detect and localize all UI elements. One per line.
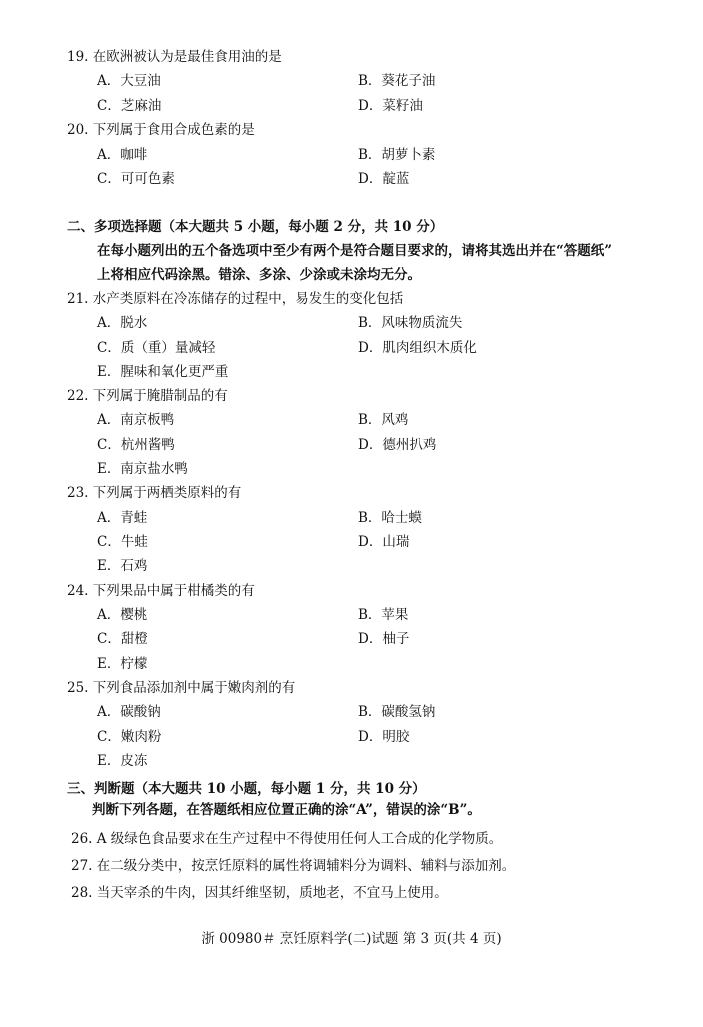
section-2-instruction-2: 上将相应代码涂黑。错涂、多涂、少涂或未涂均无分。 [97,267,421,283]
question-25-option-b: B．碳酸氢钠 [358,704,436,720]
question-19-option-c: C．芝麻油 [97,98,162,114]
question-22-option-b: B．风鸡 [358,412,409,428]
question-20-option-c: C．可可色素 [97,171,175,187]
question-23-stem: 23. 下列属于两栖类原料的有 [67,485,242,501]
question-24-option-c: C．甜橙 [97,631,148,647]
question-23-option-b: B．哈士蟆 [358,510,422,526]
question-22-option-a: A．南京板鸭 [97,412,175,428]
section-3-instruction: 判断下列各题，在答题纸相应位置正确的涂“A”，错误的涂“B”。 [92,802,481,818]
question-21-option-d: D．肌肉组织木质化 [358,340,477,356]
question-23-option-c: C．牛蛙 [97,534,148,550]
question-20-option-d: D．靛蓝 [358,171,410,187]
question-25-stem: 25. 下列食品添加剂中属于嫩肉剂的有 [67,680,296,696]
question-25-option-a: A．碳酸钠 [97,704,161,720]
question-19-option-b: B．葵花子油 [358,73,436,89]
question-23-option-e: E．石鸡 [97,558,148,574]
question-21-option-a: A．脱水 [97,315,148,331]
question-25-option-c: C．嫩肉粉 [97,729,162,745]
section-3-title: 三、判断题（本大题共 10 小题，每小题 1 分，共 10 分） [67,781,426,797]
question-20-stem: 20. 下列属于食用合成色素的是 [67,122,255,138]
question-23-option-a: A．青蛙 [97,510,148,526]
question-21-option-e: E．腥味和氧化更严重 [97,364,229,380]
question-24-option-b: B．苹果 [358,607,409,623]
section-2-title: 二、多项选择题（本大题共 5 小题，每小题 2 分，共 10 分） [67,219,444,235]
question-23-option-d: D．山瑞 [358,534,410,550]
question-24-stem: 24. 下列果品中属于柑橘类的有 [67,583,255,599]
question-22-option-e: E．南京盐水鸭 [97,461,188,477]
question-25-option-d: D．明胶 [358,729,410,745]
question-24-option-d: D．柚子 [358,631,410,647]
question-21-stem: 21. 水产类原料在冷冻储存的过程中，易发生的变化包括 [67,291,404,307]
question-22-option-c: C．杭州酱鸭 [97,437,175,453]
question-27: 27. 在二级分类中，按烹饪原料的属性将调辅料分为调料、辅料与添加剂。 [71,858,516,874]
question-26: 26. A 级绿色食品要求在生产过程中不得使用任何人工合成的化学物质。 [71,831,503,847]
question-28: 28. 当天宰杀的牛肉，因其纤维坚韧，质地老，不宜马上使用。 [71,885,448,901]
section-2-instruction-1: 在每小题列出的五个备选项中至少有两个是符合题目要求的，请将其选出并在“答题纸” [97,243,613,259]
question-20-option-a: A．咖啡 [97,147,148,163]
question-24-option-e: E．柠檬 [97,656,148,672]
question-19-option-d: D．菜籽油 [358,98,423,114]
question-22-stem: 22. 下列属于腌腊制品的有 [67,388,228,404]
question-21-option-c: C．质（重）量减轻 [97,340,216,356]
page-footer: 浙 00980＃ 烹饪原料学(二)试题 第 3 页(共 4 页) [201,931,502,947]
question-19-option-a: A．大豆油 [97,73,161,89]
question-22-option-d: D．德州扒鸡 [358,437,437,453]
question-21-option-b: B．风味物质流失 [358,315,463,331]
question-20-option-b: B．胡萝卜素 [358,147,436,163]
question-19-stem: 19. 在欧洲被认为是最佳食用油的是 [67,49,282,65]
question-25-option-e: E．皮冻 [97,753,148,769]
question-24-option-a: A．樱桃 [97,607,148,623]
